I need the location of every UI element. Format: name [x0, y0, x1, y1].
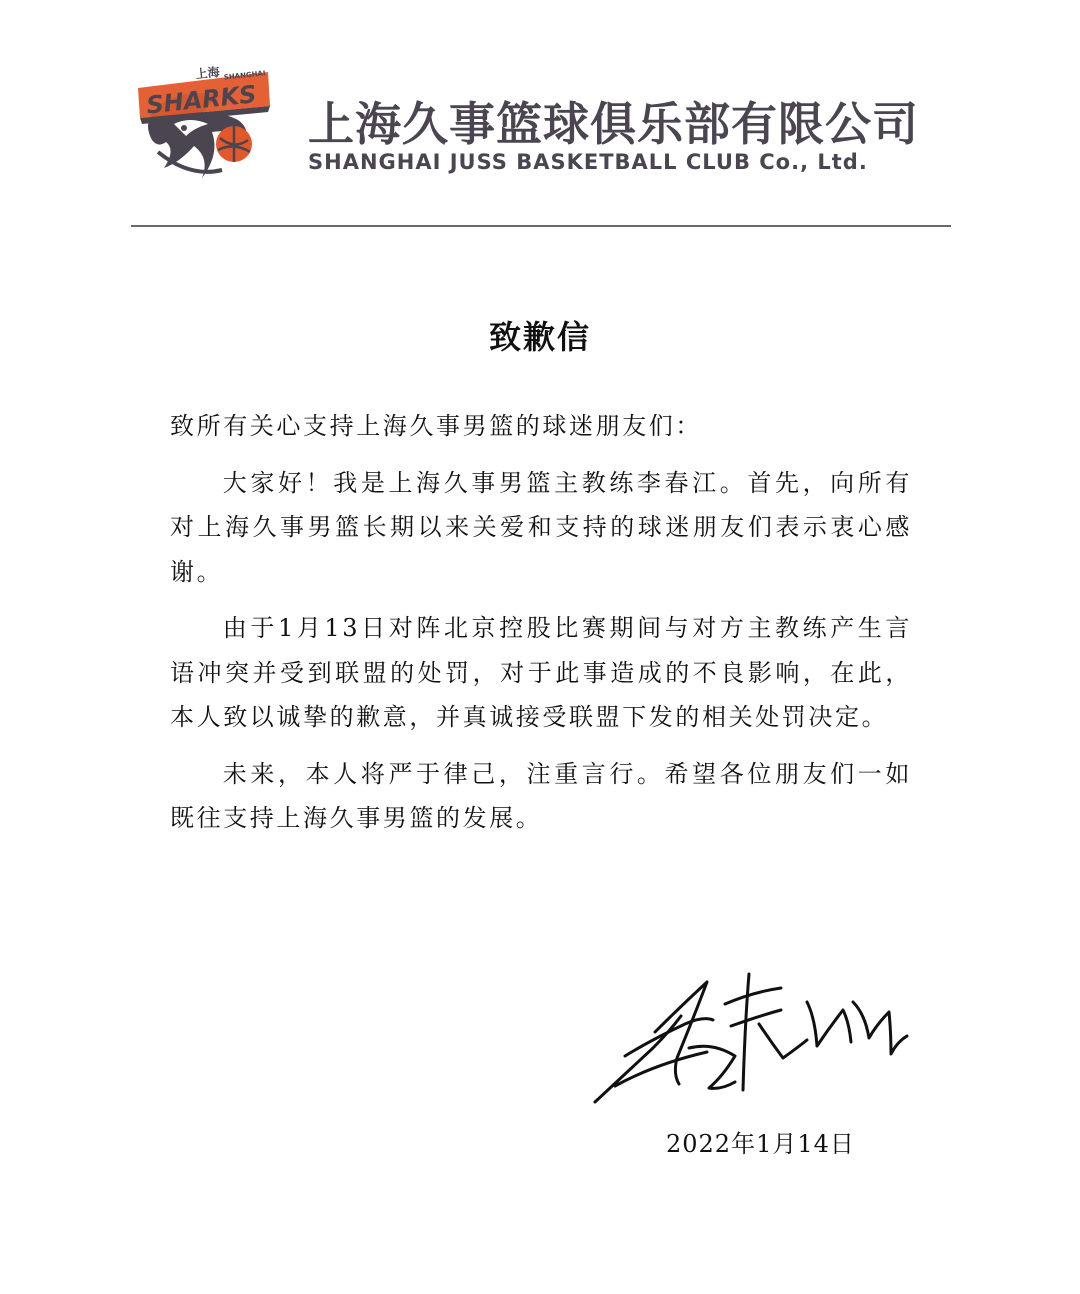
company-name-cn: 上海久事篮球俱乐部有限公司 [308, 97, 919, 151]
letterhead [0, 0, 1080, 240]
letter-paragraph: 未来，本人将严于律己，注重言行。希望各位朋友们一如既往支持上海久事男篮的发展。 [170, 759, 912, 832]
letter-paragraph: 大家好！我是上海久事男篮主教练李春江。首先，向所有对上海久事男篮长期以来关爱和支持的球迷朋友们表示衷心感谢。 [170, 468, 912, 586]
logo-team-text: SHARKS [145, 80, 258, 120]
company-name-en: SHANGHAI JUSS BASKETBALL CLUB Co., Ltd. [308, 150, 868, 174]
letter-body [170, 404, 912, 841]
header-divider [131, 225, 951, 227]
letter-title: 致歉信 [488, 318, 591, 356]
logo-city-cn-text: 上海 [194, 64, 221, 82]
letter-paragraph: 由于1月13日对阵北京控股比赛期间与对方主教练产生言语冲突并受到联盟的处罚，对于此事造成的不良影响，在此，本人致以诚挚的歉意，并真诚接受联盟下发的相关处罚决定。 [170, 614, 912, 731]
signature-icon [585, 962, 915, 1112]
handwritten-signature [585, 962, 915, 1112]
letter-salutation: 致所有关心支持上海久事男篮的球迷朋友们： [170, 412, 702, 440]
shark-logo-icon [130, 58, 280, 208]
logo-city-en-text: SHANGHAI [223, 69, 266, 82]
shanghai-sharks-logo [130, 58, 280, 208]
letter-date: 2022年1月14日 [666, 1130, 855, 1158]
